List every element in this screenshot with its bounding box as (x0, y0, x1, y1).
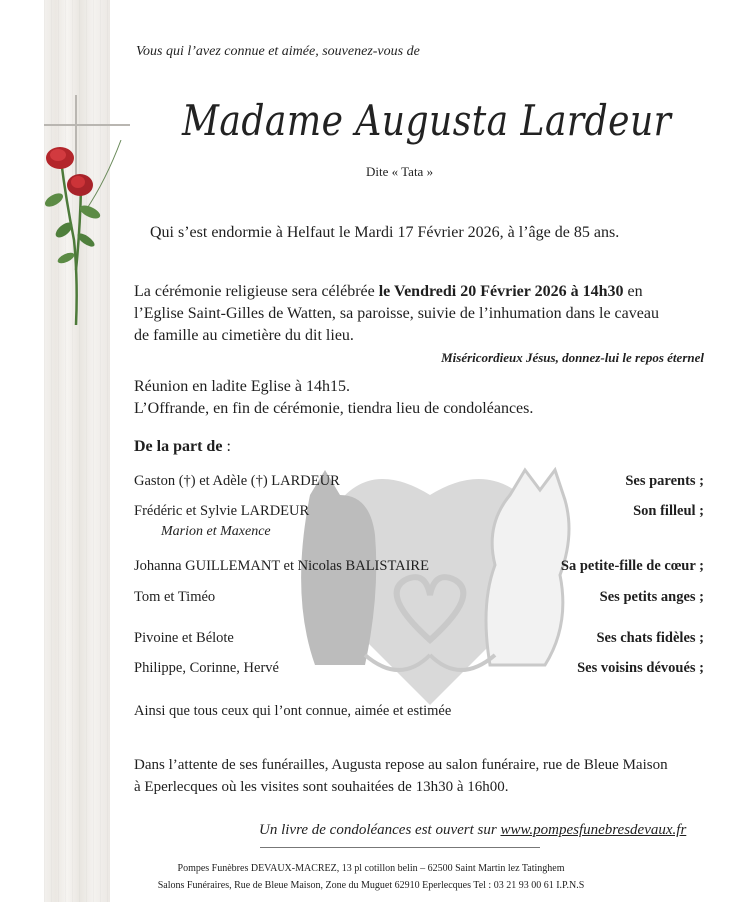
wood-strip-decoration (44, 0, 110, 902)
family-sub-names: Marion et Maxence (161, 524, 271, 539)
family-names: Pivoine et Bélote (134, 630, 234, 646)
condolence-text: Un livre de condoléances est ouvert sur (259, 822, 501, 838)
family-relation: Ses petits anges ; (599, 589, 704, 605)
prayer: Miséricordieux Jésus, donnez-lui le repos éternel (441, 350, 704, 365)
intro-line: Vous qui l’avez connue et aimée, souvenez-vous de (136, 44, 420, 59)
family-relation: Ses chats fidèles ; (596, 630, 704, 646)
from-heading-text: De la part de (134, 438, 223, 455)
deceased-name: Madame Augusta Lardeur (182, 96, 672, 145)
family-relation: Son filleul ; (633, 503, 704, 519)
death-notice: Qui s’est endormie à Helfaut le Mardi 17 Février 2026, à l’âge de 85 ans. (150, 224, 620, 241)
footer-line-2: Salons Funéraires, Rue de Bleue Maison, Zone du Muguet 62910 Eperlecques Tel : 03 21 93 00 61 I.P.N.S (157, 880, 585, 891)
condolence-link[interactable]: www.pompesfunebresdevaux.fr (500, 822, 687, 838)
family-names: Gaston (†) et Adèle (†) LARDEUR (134, 473, 340, 489)
nickname: Dite « Tata » (366, 164, 434, 179)
meeting-line-1: Réunion en ladite Eglise à 14h15. (134, 378, 350, 395)
from-heading (134, 438, 231, 456)
visit-line-1: Dans l’attente de ses funérailles, Augusta repose au salon funéraire, rue de Bleue Maison (134, 757, 668, 773)
family-relation: Ses voisins dévoués ; (577, 660, 704, 676)
family-names: Philippe, Corinne, Hervé (134, 660, 279, 676)
ceremony-text-end: en (623, 283, 643, 300)
ceremony-line-2: l’Eglise Saint-Gilles de Watten, sa paroisse, suivie de l’inhumation dans le caveau (134, 305, 659, 322)
ceremony-date: le Vendredi 20 Février 2026 à 14h30 (378, 283, 624, 300)
ceremony-line-3: de famille au cimetière du dit lieu. (134, 327, 354, 344)
cats-heart-watermark (270, 455, 590, 715)
family-relation: Ses parents ; (625, 473, 704, 489)
family-names: Frédéric et Sylvie LARDEUR (134, 503, 310, 519)
cross-icon-bar (44, 124, 130, 126)
ceremony-line-1 (134, 281, 643, 303)
red-roses-icon (36, 140, 126, 330)
meeting-line-2: L’Offrande, en fin de cérémonie, tiendra lieu de condoléances. (134, 400, 534, 417)
all-others-line: Ainsi que tous ceux qui l’ont connue, aimée et estimée (134, 703, 452, 719)
footer-divider (260, 847, 540, 848)
footer-line-1: Pompes Funèbres DEVAUX-MACREZ, 13 pl cotillon belin – 62500 Saint Martin lez Tatinghem (177, 863, 565, 874)
condolence-line (259, 822, 686, 839)
from-heading-colon: : (222, 438, 231, 455)
family-relation: Sa petite-fille de cœur ; (560, 558, 704, 574)
ceremony-text: La cérémonie religieuse sera célébrée (134, 283, 379, 300)
family-names: Tom et Timéo (134, 589, 216, 605)
visit-line-2: à Eperlecques où les visites sont souhaitées de 13h30 à 16h00. (134, 779, 509, 795)
family-names: Johanna GUILLEMANT et Nicolas BALISTAIRE (134, 558, 429, 574)
